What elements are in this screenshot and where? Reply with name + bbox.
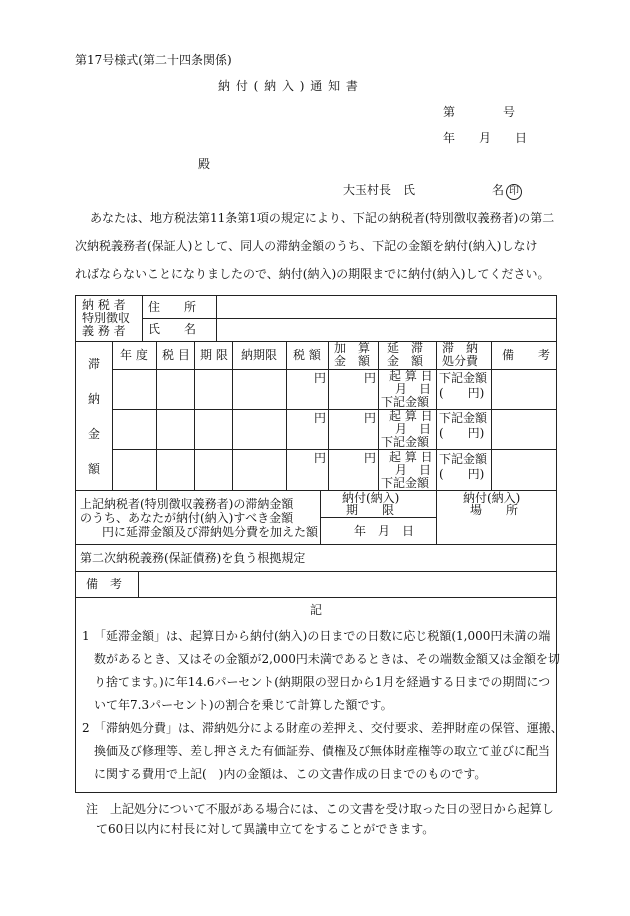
row2-below: 下記金額 — [381, 435, 430, 449]
name-label: 氏 名 — [148, 322, 197, 336]
note-1-number: 1 — [82, 629, 90, 643]
row2-tax-yen: 円 — [314, 411, 327, 425]
header-period: 期 限 — [200, 348, 228, 362]
deadline-header-1: 納付(納入) — [342, 491, 400, 505]
footnote-line-2: て60日以内に村長に対して異議申立てをすることができます。 — [96, 822, 435, 836]
row1-month-day: 月 日 — [395, 382, 432, 396]
intro-line-3: ればならないことになりましたので、納付(納入)の期限までに納付(納入)してください。 — [75, 267, 550, 281]
deadline-value: 年 月 日 — [354, 524, 415, 538]
row3-disposal-amount: ( 円) — [439, 467, 485, 481]
row1-start-date: 起 算 日 — [389, 369, 433, 383]
issuer-name-label: 名 印 — [492, 182, 522, 200]
deadline-header-2: 期 限 — [346, 503, 395, 517]
note-2-line-1: 「滞納処分費」は、滞納処分による財産の差押え、交付要求、差押財産の保管、運搬、 — [94, 721, 563, 735]
footnote-line-1: 注 上記処分について不服がある場合には、この文書を受け取った日の翌日から起算し — [86, 802, 554, 816]
note-2-line-2: 換価及び修理等、差し押さえた有価証券、債権及び無体財産権等の取立て並びに配当 — [94, 744, 551, 758]
row3-surcharge-yen: 円 — [364, 451, 377, 465]
row2-disposal-amount: ( 円) — [439, 426, 485, 440]
arrears-side-1: 滞 — [88, 357, 101, 371]
header-surcharge: 加 算 — [334, 341, 371, 355]
row2-start-date: 起 算 日 — [389, 409, 433, 423]
header-delinquency-2: 金 額 — [387, 354, 424, 368]
document-number: 第 号 — [443, 105, 516, 119]
payable-line-2: のうち、あなたが納付(納入)すべき金額 — [80, 511, 294, 525]
taxpayer-label-3: 義 務 者 — [82, 324, 126, 338]
address-label: 住 所 — [148, 300, 197, 314]
header-remarks: 備 考 — [502, 348, 551, 362]
issue-date: 年 月 日 — [443, 131, 528, 145]
row1-disposal: 下記金額 — [439, 371, 488, 385]
row1-disposal-amount: ( 円) — [439, 386, 485, 400]
payable-line-3: 円に延滞金額及び滞納処分費を加えた額 — [102, 525, 319, 539]
header-deadline: 納期限 — [241, 348, 278, 362]
seal-mark: 印 — [506, 184, 522, 200]
header-disposal: 滞 納 — [442, 341, 479, 355]
row3-start-date: 起 算 日 — [389, 450, 433, 464]
row1-surcharge-yen: 円 — [364, 371, 377, 385]
document-title: 納 付 ( 納 入 ) 通 知 書 — [218, 79, 359, 93]
header-year: 年 度 — [120, 348, 148, 362]
place-header-2: 場 所 — [470, 503, 519, 517]
note-1-line-1: 「延滞金額」は、起算日から納付(納入)の日までの日数に応じ税額(1,000円未満の端 — [94, 629, 551, 643]
taxpayer-label-1: 納 税 者 — [82, 298, 126, 312]
header-tax-item: 税 目 — [162, 348, 190, 362]
note-1-line-3: り捨てます。)に年14.6パーセント(納期限の翌日から1月を経過する日までの期間につ — [94, 675, 551, 689]
row1-below: 下記金額 — [381, 395, 430, 409]
payable-line-1: 上記納税者(特別徴収義務者)の滞納金額 — [80, 497, 294, 511]
notice-table — [75, 295, 563, 793]
addressee-suffix: 殿 — [198, 157, 211, 171]
row2-disposal: 下記金額 — [439, 411, 488, 425]
note-2-number: 2 — [82, 721, 90, 735]
row3-disposal: 下記金額 — [439, 452, 488, 466]
note-1-line-2: 数があるとき、又はその金額が2,000円未満であるときは、その端数金額又は金額を切 — [94, 652, 560, 666]
row2-surcharge-yen: 円 — [364, 411, 377, 425]
header-disposal-2: 処分費 — [442, 354, 479, 368]
arrears-side-4: 額 — [88, 462, 101, 476]
header-tax-amount: 税 額 — [293, 348, 321, 362]
note-2-line-3: に関する費用で上記( )内の金額は、この文書作成の日までのものです。 — [94, 767, 487, 781]
remarks-label: 備 考 — [86, 577, 123, 591]
form-label: 第17号様式(第二十四条関係) — [75, 53, 232, 67]
row1-tax-yen: 円 — [314, 371, 327, 385]
place-header-1: 納付(納入) — [463, 491, 521, 505]
arrears-side-3: 金 — [88, 427, 101, 441]
taxpayer-label-2: 特別徴収 — [82, 311, 131, 325]
intro-line-2: 次納税義務者(保証人)として、同人の滞納金額のうち、下記の金額を納付(納入)しなけ — [75, 239, 538, 253]
intro-line-1: あなたは、地方税法第11条第1項の規定により、下記の納税者(特別徴収義務者)の第二 — [90, 211, 555, 225]
row2-month-day: 月 日 — [395, 422, 432, 436]
note-1-line-4: いて年7.3パーセント)の割合を乗じて計算した額です。 — [94, 698, 393, 712]
arrears-side-2: 納 — [88, 392, 101, 406]
row3-tax-yen: 円 — [314, 451, 327, 465]
row3-below: 下記金額 — [381, 476, 430, 490]
basis-label: 第二次納税義務(保証債務)を負う根拠規定 — [80, 551, 306, 565]
row3-month-day: 月 日 — [395, 463, 432, 477]
issuer: 大玉村長 氏 — [343, 183, 416, 197]
ki-heading: 記 — [310, 603, 323, 617]
header-surcharge-2: 金 額 — [334, 354, 371, 368]
header-delinquency: 延 滞 — [387, 341, 424, 355]
